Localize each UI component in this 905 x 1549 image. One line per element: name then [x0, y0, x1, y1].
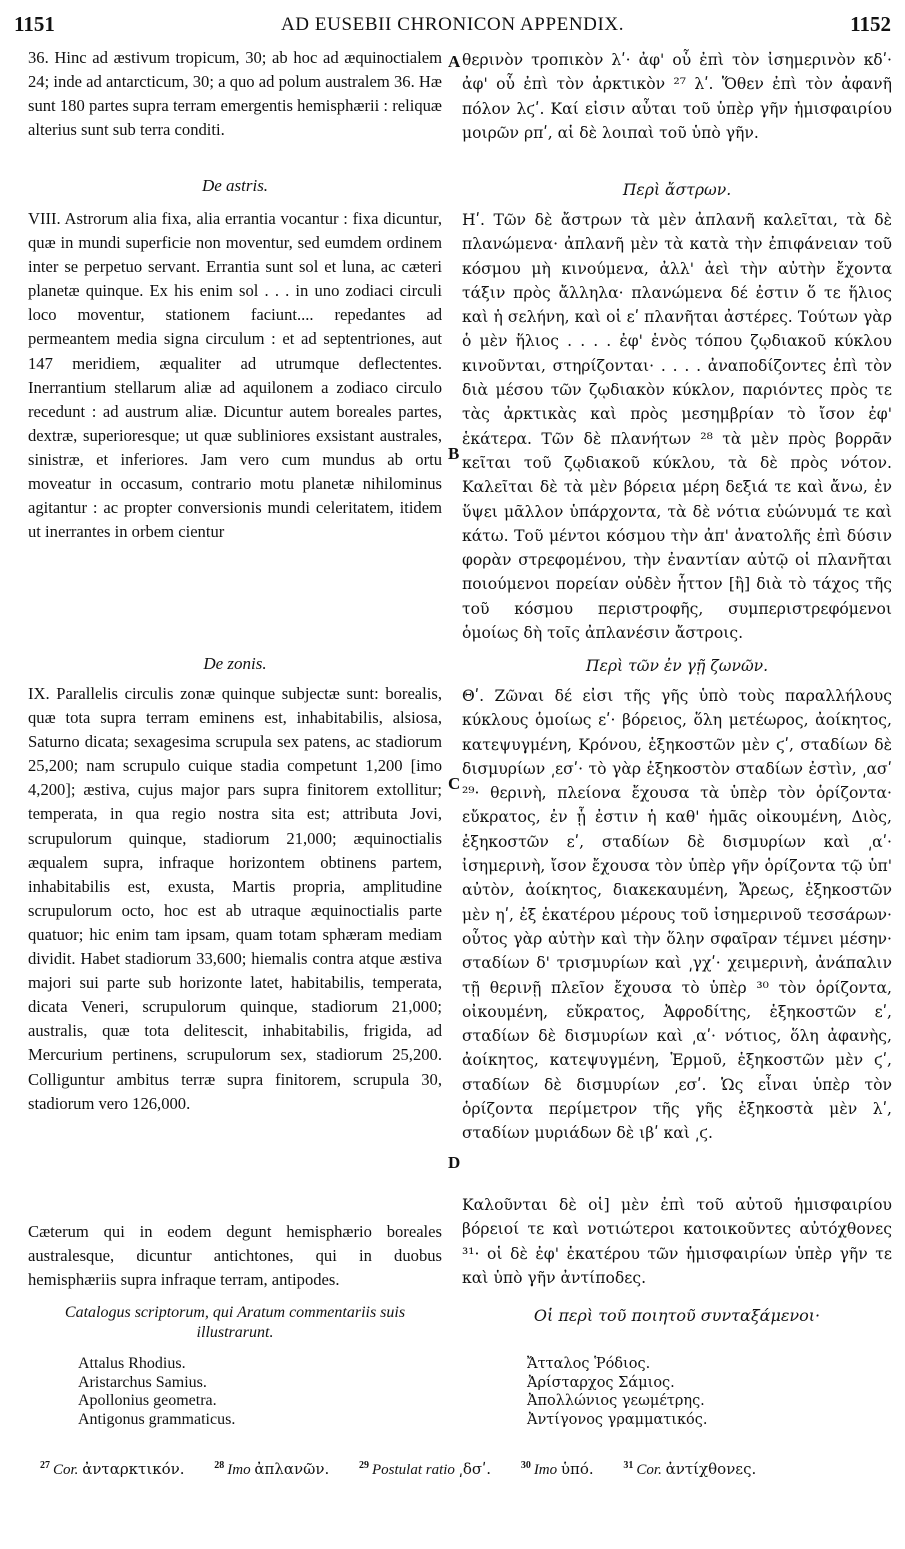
- left-page-number: 1151: [14, 12, 55, 36]
- list-item: Aristarchus Samius.: [78, 1373, 207, 1391]
- footnote-31: $^{31}$ Cor. ἀντίχθονες.: [623, 1460, 757, 1478]
- list-item: Apollonius geometra.: [78, 1392, 217, 1409]
- margin-letter-b: B: [448, 444, 460, 463]
- latin-catalog-heading: Catalogus scriptorum, qui Aratum commentariis suis illustrarunt.: [64, 1304, 406, 1341]
- margin-letter-c: C: [448, 774, 461, 793]
- page-header: [14, 12, 891, 42]
- latin-intro: 36. Hinc ad æstivum tropicum, 30; ab hoc ad æquinoctialem 24; inde ad antarcticum, 30; a quo ad polum australem 36. Hæ sunt 180 partes supra terram emergentis hemisphærii : reliquæ alterius sunt sub terra conditi.: [28, 48, 442, 140]
- greek-intro: θερινὸν τροπικὸν λʹ· ἀφ' οὗ ἐπὶ τὸν ἰσημερινὸν κδʹ· ἀφ' οὗ ἐπὶ τὸν ἀρκτικὸν ²⁷ λʹ. Ὅθεν ἐπὶ τὸν ἀφανῆ πόλον λϛʹ. Καί εἰσιν αὗται τοῦ ὑπὲρ γῆν ἡμισφαιρίου μοιρῶν ρπʹ, αἱ δὲ λοιπαὶ τοῦ ὑπὸ γῆν.: [462, 51, 892, 142]
- list-item: Attalus Rhodius.: [78, 1355, 186, 1372]
- greek-section-zonon: Θʹ. Ζῶναι δέ εἰσι τῆς γῆς ὑπὸ τοὺς παραλλήλους κύκλους ὁμοίως εʹ· βόρειος, ὅλη μετέωρος, ἀοίκητος, κατεψυγμένη, Κρόνου, ἑξηκοστῶν μὲν ϛʹ, σταδίων δὲ δισμυρίων ͵εσʹ· τὸ γὰρ ἑξηκοστὸν σταδίων ἐστὶν, ͵ασʹ ²⁹· θερινὴ, πλείονα ἔχουσα τὰ ὑπὲρ τὸν ὁρίζοντα· εὔκρατος, ἐν ᾗ ἐστιν ἡ καθ' ἡμᾶς οἰκουμένη, Διὸς, ἑξηκοστῶν εʹ, σταδίων δὲ δισμυρίων καὶ ͵αʹ· ἰσημερινὴ, ἴσον ἔχουσα τὸν ὑπὲρ γῆν ὁρίζοντα τῷ ὑπ' αὐτὸν, ἀοίκητος, διακεκαυμένη, Ἄρεως, ἑξηκοστῶν μὲν ηʹ, ἐξ ἑκατέρου μέρους τοῦ ἰσημερινοῦ τεσσάρων· οὗτος γὰρ αὐτὴν καὶ τὴν ὅλην σφαῖραν τέμνει μέσην· σταδίων δ' τρισμυρίων καὶ ͵γχʹ· χειμερινὴ, ἀνάπαλιν τῇ θερινῇ πλεῖον ἔχουσα τὸ ὑπὲρ ³⁰ τὸν ὁρίζοντα, οἰκουμένη, εὔκρατος, Ἀφροδίτης, ἑξηκοστῶν εʹ, σταδίων δὲ δισμυρίων καὶ ͵αʹ· νότιος, ὅλη ἀφανὴς, ἀοίκητος, κατεψυγμένη, Ἑρμοῦ, ἑξηκοστῶν μὲν ϛʹ, σταδίων δὲ δισμυρίων ͵εσʹ. Ὡς εἶναι ὑπὲρ τὸν ὁρίζοντα περίμετρον τῆς γῆς ἑξηκοστὰ μὲν λʹ, σταδίων μυριάδων δὲ ιβʹ καὶ ͵ϛ.: [462, 687, 892, 1143]
- greek-heading-zonon: Περὶ τῶν ἐν γῇ ζωνῶν.: [585, 657, 769, 675]
- latin-antichtones: Cæterum qui in eodem degunt hemisphærio boreales australesque, dicuntur antichtones, qui in duobus hemisphæriis supra infraque terram, antipodes.: [28, 1222, 442, 1290]
- list-item: Antigonus grammaticus.: [78, 1410, 236, 1428]
- footnote-27: $^{27}$ Cor. ἀνταρκτικόν.: [40, 1460, 185, 1478]
- margin-letter-a: A: [448, 52, 461, 71]
- right-page-number: 1152: [850, 12, 891, 36]
- greek-antichthones: Καλοῦνται δὲ οἱ] μὲν ἐπὶ τοῦ αὐτοῦ ἡμισφαιρίου βόρειοί τε καὶ νοτιώτεροι κατοικοῦντες αὐτόχθονες ³¹· οἱ δὲ ἐφ' ἑκατέρου τῶν ἡμισφαιρίων ὑπὲρ γῆν τε καὶ ὑπὸ γῆν ἀντίποδες.: [462, 1196, 892, 1287]
- running-title: AD EUSEBII CHRONICON APPENDIX.: [280, 14, 625, 35]
- latin-heading-astris: De astris.: [201, 176, 269, 195]
- latin-heading-zonis: De zonis.: [203, 654, 267, 673]
- latin-section-astris: VIII. Astrorum alia fixa, alia errantia vocantur : fixa dicuntur, quæ in mundi superficie non moventur, sed eumdem ordinem inter se perpetuo servant. Errantia sunt sol et luna, ac cæteri planetæ quinque. Ex his enim sol . . . in uno zodiaci circuli loco moventur, stationem faciunt.... repedantes ad permeantem media signa circulum : et ad septentriones, aut 147 meridiem, æqualiter ad utrumque deflectentes. Inerrantium stellarum aliæ ad aquilonem a zodiaco circulo recedunt : ad austrum aliæ. Dicuntur autem boreales partes, dextræ, superioresque; ut quæ subliniores exsistant australes, sinistræ, et inferiores. Jam vero cum mundus ab ortu moveatur in occasum, contrario motu planetæ nihilominus agitantur : ac propter conversionis mundi celeritatem, itidem ut inerrantes in orbem cientur: [28, 209, 442, 542]
- greek-catalog-heading: Οἱ περὶ τοῦ ποιητοῦ συνταξάμενοι·: [533, 1306, 821, 1325]
- footnotes: [40, 1460, 890, 1479]
- footnote-29: $^{29}$ Postulat ratio ͵δσʹ.: [358, 1460, 492, 1478]
- footnote-28: $^{28}$ Imo ἀπλανῶν.: [214, 1460, 330, 1478]
- footnote-30: $^{30}$ Imo ὑπό.: [520, 1460, 594, 1478]
- list-item: Ἀντίγονος γραμματικός.: [527, 1411, 708, 1428]
- list-item: Ἀρίσταρχος Σάμιος.: [527, 1374, 675, 1391]
- greek-heading-astron: Περὶ ἄστρων.: [622, 181, 732, 199]
- margin-letter-d: D: [448, 1153, 461, 1172]
- latin-catalog-list: [78, 1355, 235, 1429]
- latin-section-zonis: IX. Parallelis circulis zonæ quinque subjectæ sunt: borealis, quæ tota supra terram eminens est, inhabitabilis, alsiosa, Saturno dicata; sexagesima scrupula sex patens, ac stadiorum 25,200; nam scrupulo cuique stadia competunt 1,200 [imo 4,200]; æstiva, cujus major pars supra finitorem extollitur; temperata, in qua regio nostra sita est; attributa Jovi, scrupulorum quinque, stadiorum 21,000; æquinoctialis æqualem supra, infraque horizontem obtinens partem, inhabitabilis est, exusta, Martis propria, amplitudine scrupulorum octo, hoc est ab utraque æquinoctialis parte quatuor; hic enim tam ipsam, quam totam sphæram mediam dividit. Habet stadiorum 33,600; hiemalis contra atque æstiva majori sui parte sub horizonte latet, habitabilis, temperata, dicata Veneri, scrupulorum quinque, stadiorum 21,000; australis, quæ tota delitescit, inhabitabilis, frigida, ad Mercurium pertinens, scrupulorum sex, stadiorum 25,200. Colliguntur ambitus terræ supra finitorem, scrupula 30, stadiorum vero 126,000.: [28, 684, 442, 1113]
- list-item: Ἀπολλώνιος γεωμέτρης.: [527, 1393, 705, 1409]
- greek-catalog-list: [527, 1355, 708, 1429]
- list-item: Ἄτταλος Ῥόδιος.: [527, 1356, 651, 1372]
- greek-section-astron: Ηʹ. Τῶν δὲ ἄστρων τὰ μὲν ἀπλανῆ καλεῖται, τὰ δὲ πλανώμενα· ἀπλανῆ μὲν τὰ κατὰ τὴν ἐπιφάνειαν τοῦ κόσμου μὴ κινούμενα, ἀλλ' ἀεὶ τὴν αὐτὴν ἔχοντα τάξιν πρὸς ἄλληλα· πλανώμενα δέ ἐστιν ὅ τε ἥλιος καὶ ἡ σελήνη, καὶ οἱ εʹ πλανῆται ἀστέρες. Τούτων γὰρ ὁ μὲν ἥλιος . . . . ἐφ' ἑνὸς τόπου ζῳδιακοῦ κύκλου κινοῦνται, στηρίζονται· . . . . ἀναποδίζοντες ἐπὶ τὸν διὰ μέσου τῶν ζῳδιακὸν κύκλον, παριόντες πρὸς τε τὰς ἀρκτικὰς καὶ πρὸς μεσημβρίαν τὸ ἴσον ἐφ' ἑκάτερα. Τῶν δὲ πλανήτων ²⁸ τὰ μὲν πρὸς βορρᾶν κεῖται τοῦ ζῳδιακοῦ κύκλου, τὰ δὲ πρὸς νότον. Καλεῖται δὲ τὰ μὲν βόρεια μέρη δεξιά τε καὶ ἄνω, ἐν ὕψει μᾶλλον ὑπάρχοντα, τὰ δὲ νότια εὐώνυμά τε καὶ κάτω. Τοῦ μέντοι κόσμου τὴν ἀπ' ἀνατολῆς ἐπὶ δύσιν φορὰν στρεφομένου, τὴν ἐναντίαν αὐτῷ οἱ πλανῆται ποιούμενοι πορείαν οὐδὲν ἧττον [ἢ] διὰ τὸ τάχος τῆς τοῦ κόσμου περιστροφῆς, συμπεριστρεφόμενοι ὁμοίως δὴ τοῖς ἀπλανέσιν ἄστροις.: [462, 211, 892, 643]
